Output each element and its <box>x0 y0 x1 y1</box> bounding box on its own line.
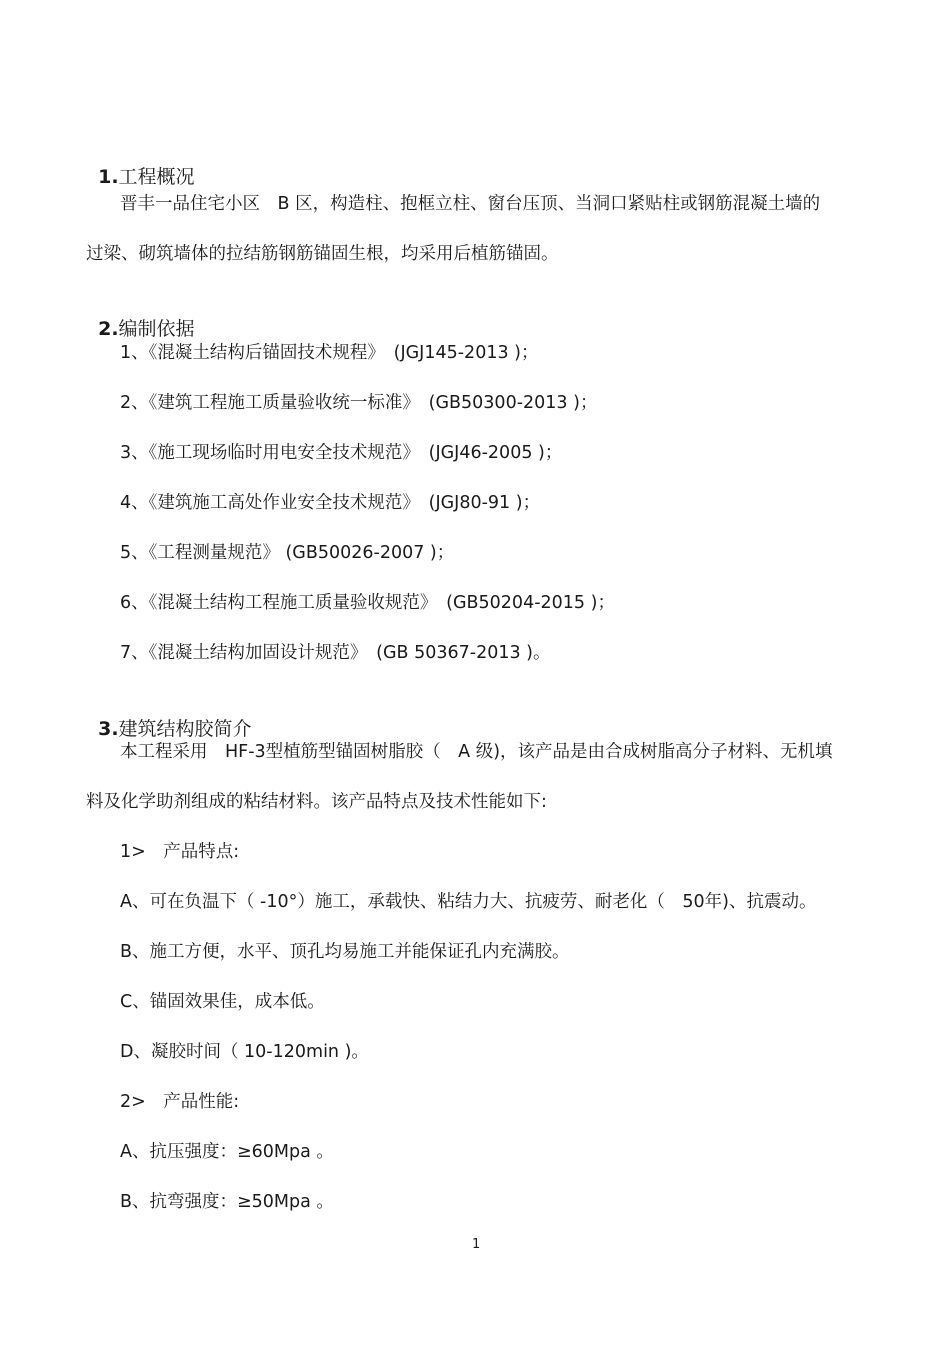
section-3-title: 建筑结构胶简介 <box>118 718 252 740</box>
feature-item: C、锚固效果佳，成本低。 <box>120 992 325 1012</box>
performance-item: A、抗压强度：≥60Mpa 。 <box>120 1142 334 1162</box>
section-2-number: 2. <box>98 318 119 340</box>
feature-item: A、可在负温下（ -10°）施工，承载快、粘结力大、抗疲劳、耐老化（ 50年)、抗震动。 <box>120 892 817 912</box>
reference-item: 5、《工程测量规范》 (GB50026-2007 )； <box>120 543 455 563</box>
feature-item: D、凝胶时间（ 10-120min )。 <box>120 1042 369 1062</box>
section-3-paragraph-line: 本工程采用 HF-3型植筋型锚固树脂胶（ A 级)，该产品是由合成树脂高分子材料、无机填 <box>120 742 833 762</box>
feature-item: B、施工方便，水平、顶孔均易施工并能保证孔内充满胶。 <box>120 942 570 962</box>
reference-item: 3、《施工现场临时用电安全技术规范》 (JGJ46-2005 )； <box>120 443 563 463</box>
reference-item: 1、《混凝土结构后锚固技术规程》 (JGJ145-2013 )； <box>120 343 539 363</box>
section-3-paragraph-line: 料及化学助剂组成的粘结材料。该产品特点及技术性能如下: <box>86 792 547 812</box>
reference-item: 4、《建筑施工高处作业安全技术规范》 (JGJ80-91 )； <box>120 493 541 513</box>
section-1-paragraph-line: 晋丰一品住宅小区 B 区，构造柱、抱框立柱、窗台压顶、当洞口紧贴柱或钢筋混凝土墙的 <box>120 194 821 214</box>
page-number: 1 <box>472 1237 481 1252</box>
features-heading: 1> 产品特点: <box>120 842 240 862</box>
reference-item: 2、《建筑工程施工质量验收统一标准》 (GB50300-2013 )； <box>120 393 598 413</box>
section-1-paragraph-line: 过梁、砌筑墙体的拉结筋钢筋锚固生根，均采用后植筋锚固。 <box>86 244 559 264</box>
section-1-number: 1. <box>98 166 119 188</box>
reference-item: 7、《混凝土结构加固设计规范》 (GB 50367-2013 )。 <box>120 643 551 663</box>
section-1-title: 工程概况 <box>118 166 195 188</box>
section-1-heading <box>86 138 195 190</box>
section-2-title: 编制依据 <box>118 318 195 340</box>
reference-item: 6、《混凝土结构工程施工质量验收规范》 (GB50204-2015 )； <box>120 593 615 613</box>
section-3-heading <box>86 690 252 742</box>
section-3-number: 3. <box>98 718 119 740</box>
section-2-heading <box>86 290 195 342</box>
performance-heading: 2> 产品性能: <box>120 1092 240 1112</box>
performance-item: B、抗弯强度：≥50Mpa 。 <box>120 1192 334 1212</box>
